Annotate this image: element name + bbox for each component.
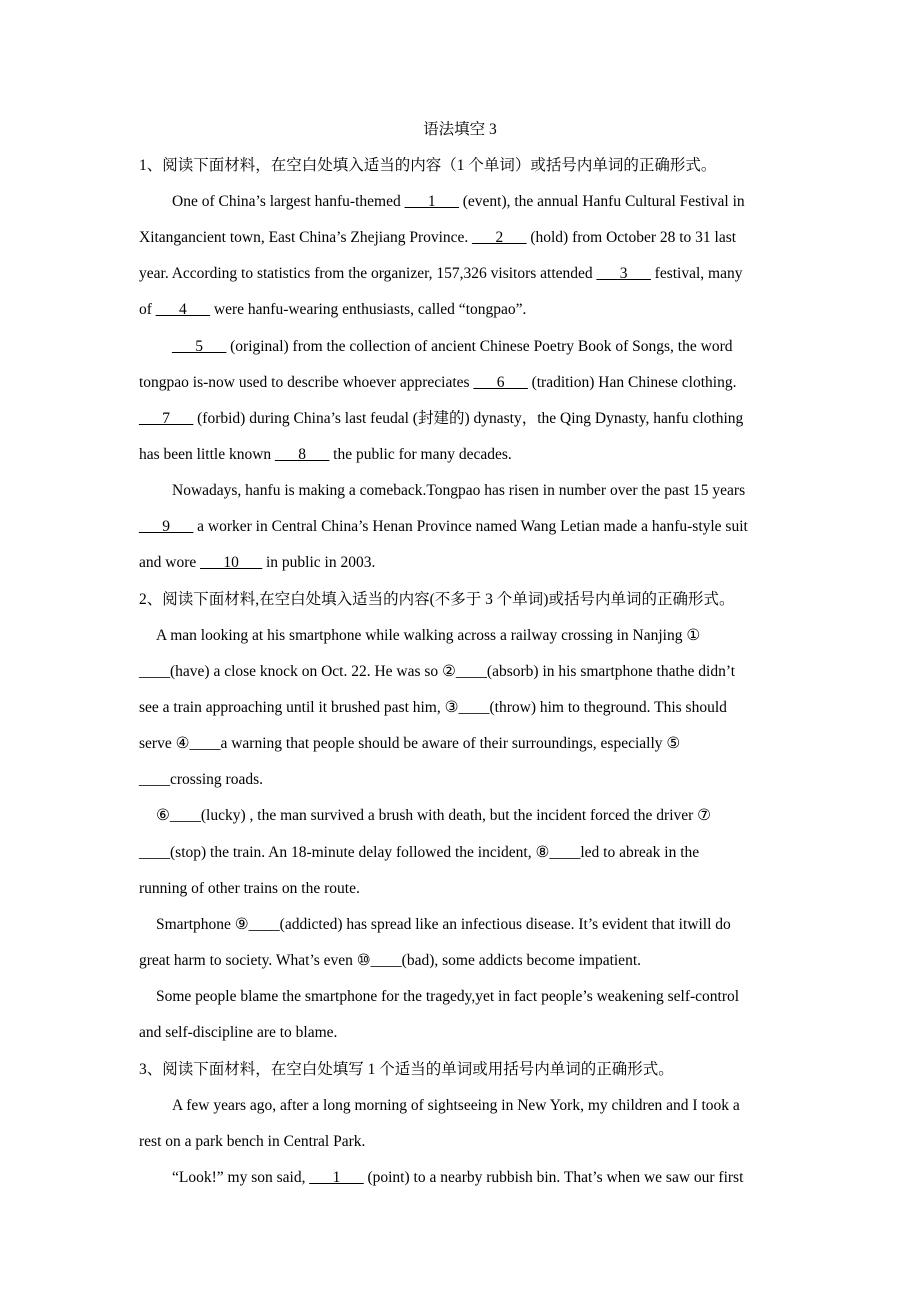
section-3-instruction: 3、阅读下面材料，在空白处填写 1 个适当的单词或用括号内单词的正确形式。 [139,1061,674,1078]
blank-8[interactable]: ___8___ [275,446,330,463]
s1-line-1: One of China’s largest hanfu-themed ___1___ (event), the annual Hanfu Cultural Festival in [172,193,745,210]
s2-line-6: ⑥____(lucky) , the man survived a brush with death, but the incident forced the driver ⑦ [156,807,712,824]
s2-line-9: Smartphone ⑨____(addicted) has spread like an infectious disease. It’s evident that itwill do [156,916,731,933]
blank-2[interactable]: ___2___ [472,229,527,246]
s2-line-12: and self-discipline are to blame. [139,1024,338,1041]
s3-line-3: “Look!” my son said, ___1___ (point) to a nearby rubbish bin. That’s when we saw our first [172,1169,744,1186]
section-1-instruction: 1、阅读下面材料，在空白处填入适当的内容（1 个单词）或括号内单词的正确形式。 [139,157,717,174]
blank-4[interactable]: ___4___ [155,301,211,318]
blank-3[interactable]: ___3___ [596,265,651,282]
s1-line-5: ___5___ (original) from the collection of ancient Chinese Poetry Book of Songs, the word [172,338,733,355]
s1-line-10: ___9___ a worker in Central China’s Henan Province named Wang Letian made a hanfu-style suit [139,518,748,535]
page-title: 语法填空 3 [423,121,497,138]
blank-10[interactable]: ___10___ [200,554,263,571]
s2-line-4: serve ④____a warning that people should be aware of their surroundings, especially ⑤ [139,735,681,752]
blank-1[interactable]: ___1___ [404,193,459,210]
s3-line-1: A few years ago, after a long morning of sightseeing in New York, my children and I took a [172,1097,740,1114]
blank-6[interactable]: ___6___ [473,374,528,391]
s1-line-6: tongpao is-now used to describe whoever appreciates ___6___ (tradition) Han Chinese clothing. [139,374,737,391]
s1-line-7: ___7___ (forbid) during China’s last feudal (封建的) dynasty，the Qing Dynasty, hanfu clothing [139,410,744,427]
s2-line-1: A man looking at his smartphone while walking across a railway crossing in Nanjing ① [156,627,701,644]
blank-9[interactable]: ___9___ [139,518,194,535]
s2-line-3: see a train approaching until it brushed past him, ③____(throw) him to theground. This should [139,699,727,716]
s3-line-2: rest on a park bench in Central Park. [139,1133,366,1150]
s1-line-4: of ___4___ were hanfu-wearing enthusiasts, called “tongpao”. [139,301,527,318]
s1-line-9: Nowadays, hanfu is making a comeback.Tongpao has risen in number over the past 15 years [172,482,746,499]
s2-line-8: running of other trains on the route. [139,880,360,897]
s1-line-3: year. According to statistics from the organizer, 157,326 visitors attended ___3___ festival, many [139,265,743,282]
s2-line-5: ____crossing roads. [139,771,263,788]
s1-line-8: has been little known ___8___ the public for many decades. [139,446,512,463]
s2-line-7: ____(stop) the train. An 18-minute delay followed the incident, ⑧____led to abreak in the [139,844,700,861]
s2-line-11: Some people blame the smartphone for the tragedy,yet in fact people’s weakening self-control [156,988,740,1005]
s1-line-11: and wore ___10___ in public in 2003. [139,554,376,571]
s1-line-2: Xitangancient town, East China’s Zhejiang Province. ___2___ (hold) from October 28 to 31 last [139,229,737,246]
section-2-instruction: 2、阅读下面材料,在空白处填入适当的内容(不多于 3 个单词)或括号内单词的正确形式。 [139,591,735,608]
s2-line-2: ____(have) a close knock on Oct. 22. He was so ②____(absorb) in his smartphone thathe didn’t [139,663,736,680]
blank-s3-1[interactable]: ___1___ [309,1169,364,1186]
blank-7[interactable]: ___7___ [139,410,194,427]
s2-line-10: great harm to society. What’s even ⑩____(bad), some addicts become impatient. [139,952,641,969]
blank-5[interactable]: ___5___ [172,338,227,355]
